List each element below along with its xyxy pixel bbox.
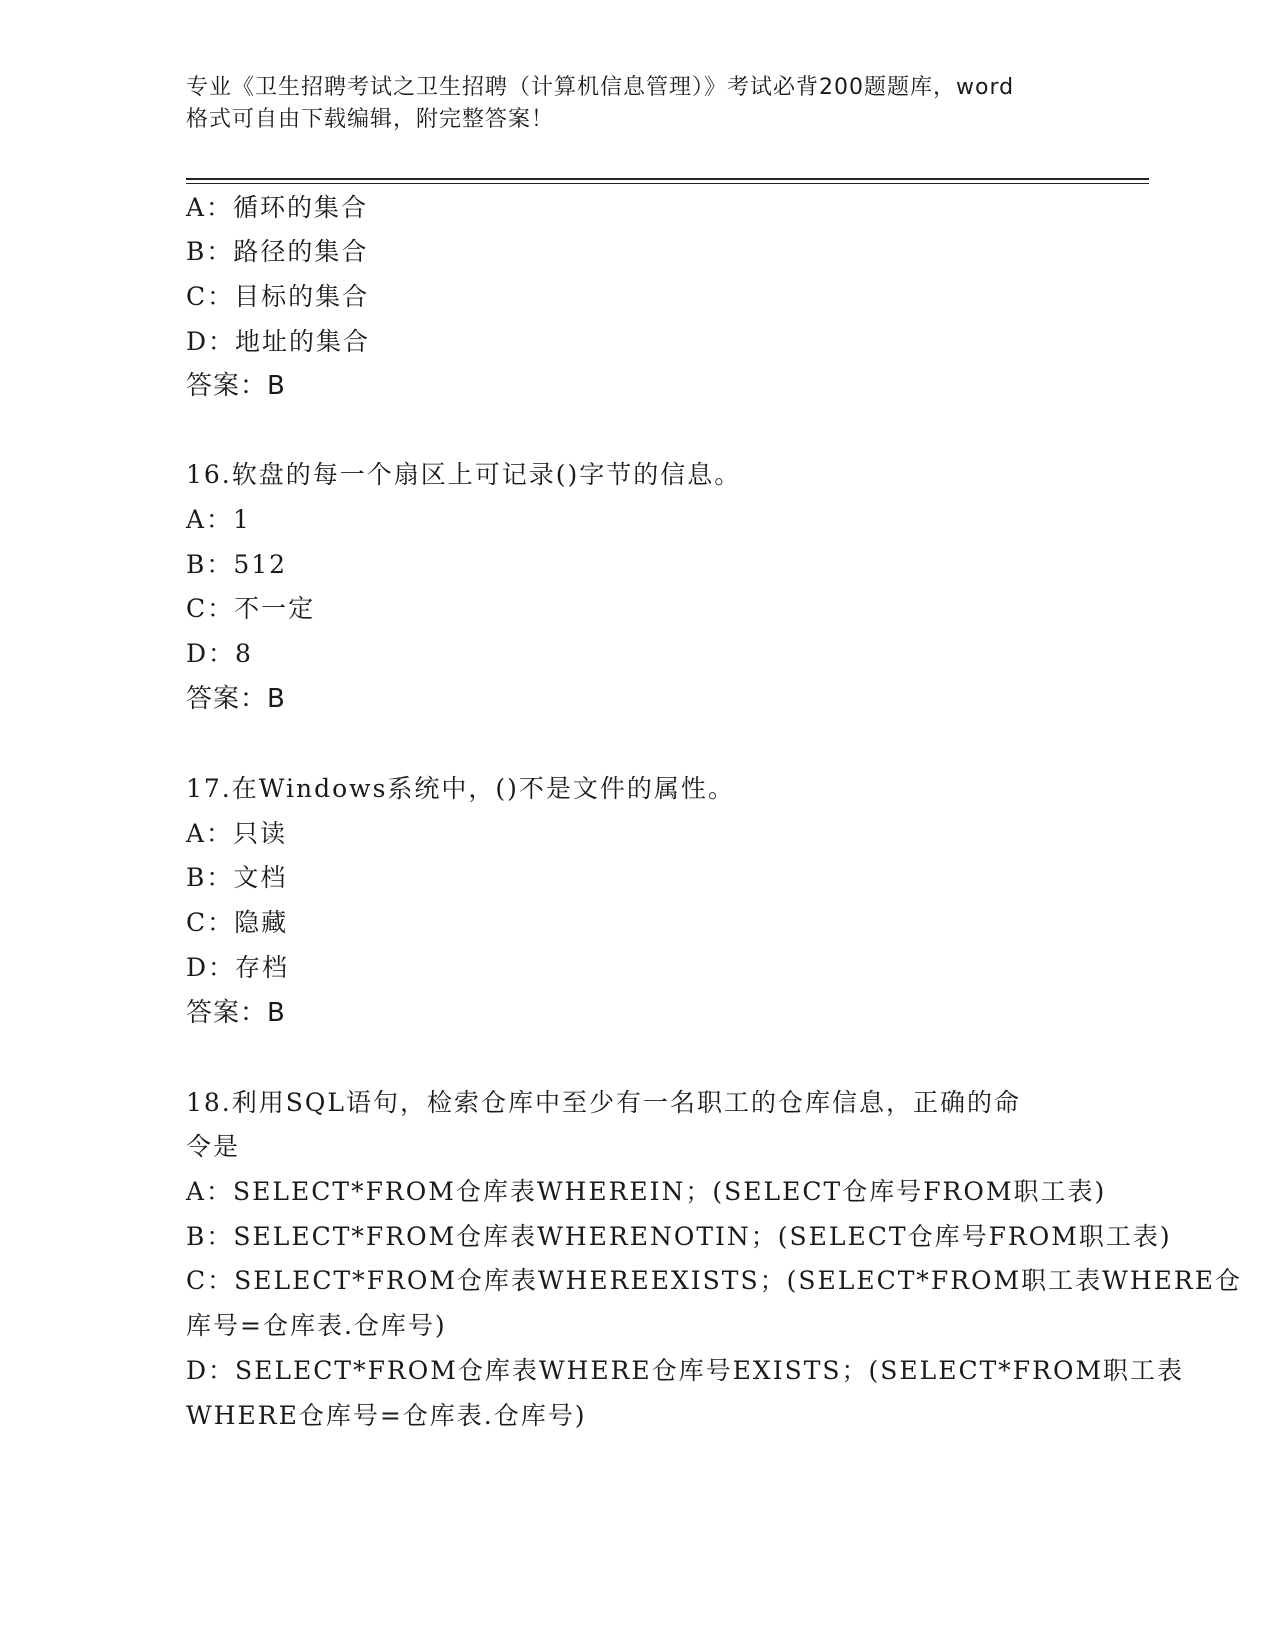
q15-option-b: B：路径的集合 bbox=[186, 237, 369, 266]
q17-question: 17.在Windows系统中，()不是文件的属性。 bbox=[186, 774, 735, 803]
header-divider-thin bbox=[186, 183, 1149, 184]
q18-question-line-1: 18.利用SQL语句，检索仓库中至少有一名职工的仓库信息，正确的命 bbox=[186, 1088, 1021, 1117]
q18-option-c-line-1: C：SELECT*FROM仓库表WHEREEXISTS；(SELECT*FROM职工表WHERE仓 bbox=[186, 1266, 1242, 1295]
q17-answer: 答案：B bbox=[186, 998, 286, 1028]
header-line-2: 格式可自由下载编辑，附完整答案！ bbox=[186, 107, 555, 132]
q18-question-line-2: 令是 bbox=[186, 1132, 241, 1161]
q17-option-c: C：隐藏 bbox=[186, 908, 289, 937]
q17-option-a: A：只读 bbox=[186, 819, 288, 848]
q16-option-a: A：1 bbox=[186, 505, 251, 534]
q16-answer: 答案：B bbox=[186, 684, 286, 714]
q15-option-c: C：目标的集合 bbox=[186, 282, 370, 311]
q18-option-c-line-2: 库号=仓库表.仓库号) bbox=[186, 1311, 447, 1340]
q16-option-b: B：512 bbox=[186, 550, 288, 579]
document-header bbox=[186, 72, 1086, 136]
q18-option-a: A：SELECT*FROM仓库表WHEREIN；(SELECT仓库号FROM职工表) bbox=[186, 1177, 1107, 1206]
q18-option-d-line-1: D：SELECT*FROM仓库表WHERE仓库号EXISTS；(SELECT*FROM职工表 bbox=[186, 1356, 1185, 1385]
q16-option-c: C：不一定 bbox=[186, 594, 316, 623]
q16-option-d: D：8 bbox=[186, 639, 253, 668]
q18-option-d-line-2: WHERE仓库号=仓库表.仓库号) bbox=[186, 1401, 587, 1430]
q17-option-b: B：文档 bbox=[186, 863, 288, 892]
q15-option-a: A：循环的集合 bbox=[186, 193, 369, 222]
q15-answer: 答案：B bbox=[186, 371, 286, 401]
q15-option-d: D：地址的集合 bbox=[186, 327, 371, 356]
header-line-1: 专业《卫生招聘考试之卫生招聘（计算机信息管理）》考试必背200题题库，word bbox=[186, 75, 1015, 100]
q18-option-b: B：SELECT*FROM仓库表WHERENOTIN；(SELECT仓库号FROM职工表) bbox=[186, 1222, 1172, 1251]
q17-option-d: D：存档 bbox=[186, 953, 290, 982]
q16-question: 16.软盘的每一个扇区上可记录()字节的信息。 bbox=[186, 460, 742, 489]
header-divider-thick bbox=[186, 178, 1149, 180]
